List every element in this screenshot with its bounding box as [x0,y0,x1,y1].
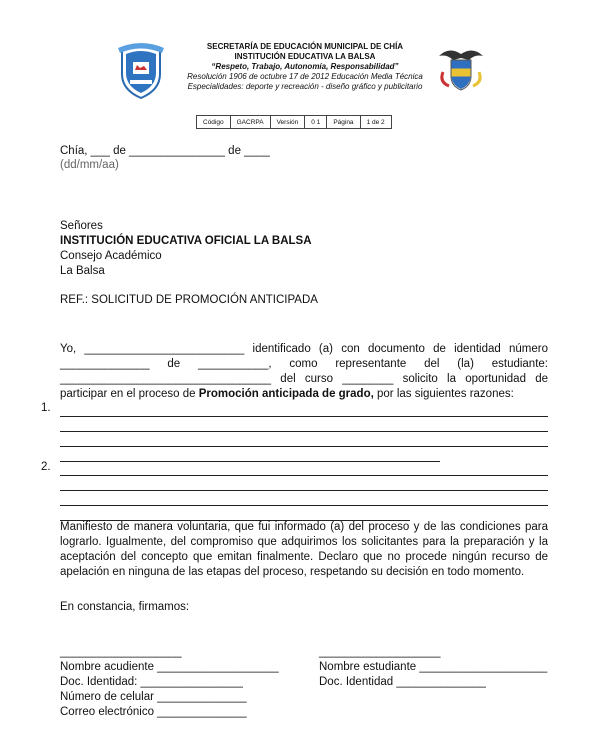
body-line-4-start: participar en el proceso de [60,388,199,400]
declaration-line: lograrlo. Igualmente, del compromiso que adquirimos los solicitantes para la preparación y la [60,536,548,548]
institution-logo [116,40,166,100]
date-line: Chía, ___ de _______________ de ____ [60,145,270,157]
closing: En constancia, firmamos: [60,601,190,613]
version-label: Versión [270,116,305,129]
reason-2-line[interactable] [60,461,548,476]
declaration-line: aceptación del concepto que emitan finalmente. Declaro que no procede ningún recurso de [60,551,548,563]
body-line-2: ______________ de ___________, como representante del (la) estudiante: [60,358,548,370]
signature-line-right[interactable]: ___________________ [319,646,441,658]
resolution: Resolución 1906 de octubre 17 de 2012 Educación Media Técnica [187,72,423,81]
reference: REF.: SOLICITUD DE PROMOCIÓN ANTICIPADA [60,294,318,306]
salutation: Señores [60,220,103,232]
body-line-4-bold: Promoción anticipada de grado, [198,388,374,400]
body-line-1: Yo, _________________________ identificado (a) con documento de identidad número [60,343,548,355]
page-label: Página [327,116,360,129]
recipient-place: La Balsa [60,265,105,277]
motto: “Respeto, Trabajo, Autonomía, Responsabilidad” [211,62,399,71]
signature-line-left[interactable]: ___________________ [60,646,182,658]
reason-2-number: 2. [41,461,51,473]
date-hint: (dd/mm/aa) [60,159,119,171]
reason-1-line[interactable] [60,432,548,447]
reason-1-line[interactable] [60,417,548,432]
reason-2-line[interactable] [60,476,548,491]
guardian-name-field[interactable]: Nombre acudiente ___________________ [60,661,279,673]
reason-2-line[interactable] [60,506,410,521]
reason-1-number: 1. [41,402,51,414]
student-id-field[interactable]: Doc. Identidad ______________ [319,676,486,688]
letterhead [160,42,450,92]
guardian-email-field[interactable]: Correo electrónico ______________ [60,706,247,718]
reason-1-line[interactable] [60,402,548,417]
institution-title: INSTITUCIÓN EDUCATIVA LA BALSA [234,52,376,61]
student-fields [319,660,547,690]
reason-1-line[interactable] [60,447,440,462]
reason-2-line[interactable] [60,491,548,506]
recipient-council: Consejo Académico [60,250,162,262]
document-code-table [196,115,392,129]
page-value: 1 de 2 [360,116,391,129]
declaration-line: apelación en ninguna de las etapas del proceso, respetando su decisión en todo momento. [60,566,525,578]
guardian-fields [60,660,279,720]
code-value: GACRPA [230,116,270,129]
code-label: Código [197,116,231,129]
reason-2-lines [60,461,548,521]
guardian-id-field[interactable]: Doc. Identidad: ________________ [60,676,243,688]
declaration-paragraph [60,520,548,580]
body-line-4 [60,387,548,402]
specialties: Especialidades: deporte y recreación - diseño gráfico y publicitario [187,82,423,91]
body-line-4-end: por las siguientes razones: [373,388,514,400]
body-line-3: _________________________________ del curso ________ solicito la oportunidad de [60,373,548,385]
request-paragraph [60,342,548,402]
recipient-institution: INSTITUCIÓN EDUCATIVA OFICIAL LA BALSA [60,235,312,247]
recipient-block [60,219,312,279]
reason-1-lines [60,402,548,462]
guardian-phone-field[interactable]: Número de celular ______________ [60,691,247,703]
student-name-field[interactable]: Nombre estudiante ____________________ [319,661,548,673]
secretaria-title: SECRETARÍA DE EDUCACIÓN MUNICIPAL DE CHÍA [206,42,404,51]
declaration-line: Manifiesto de manera voluntaria, que fui informado (a) del proceso y de las condiciones para [60,521,548,533]
version-value: 0 1 [305,116,327,129]
